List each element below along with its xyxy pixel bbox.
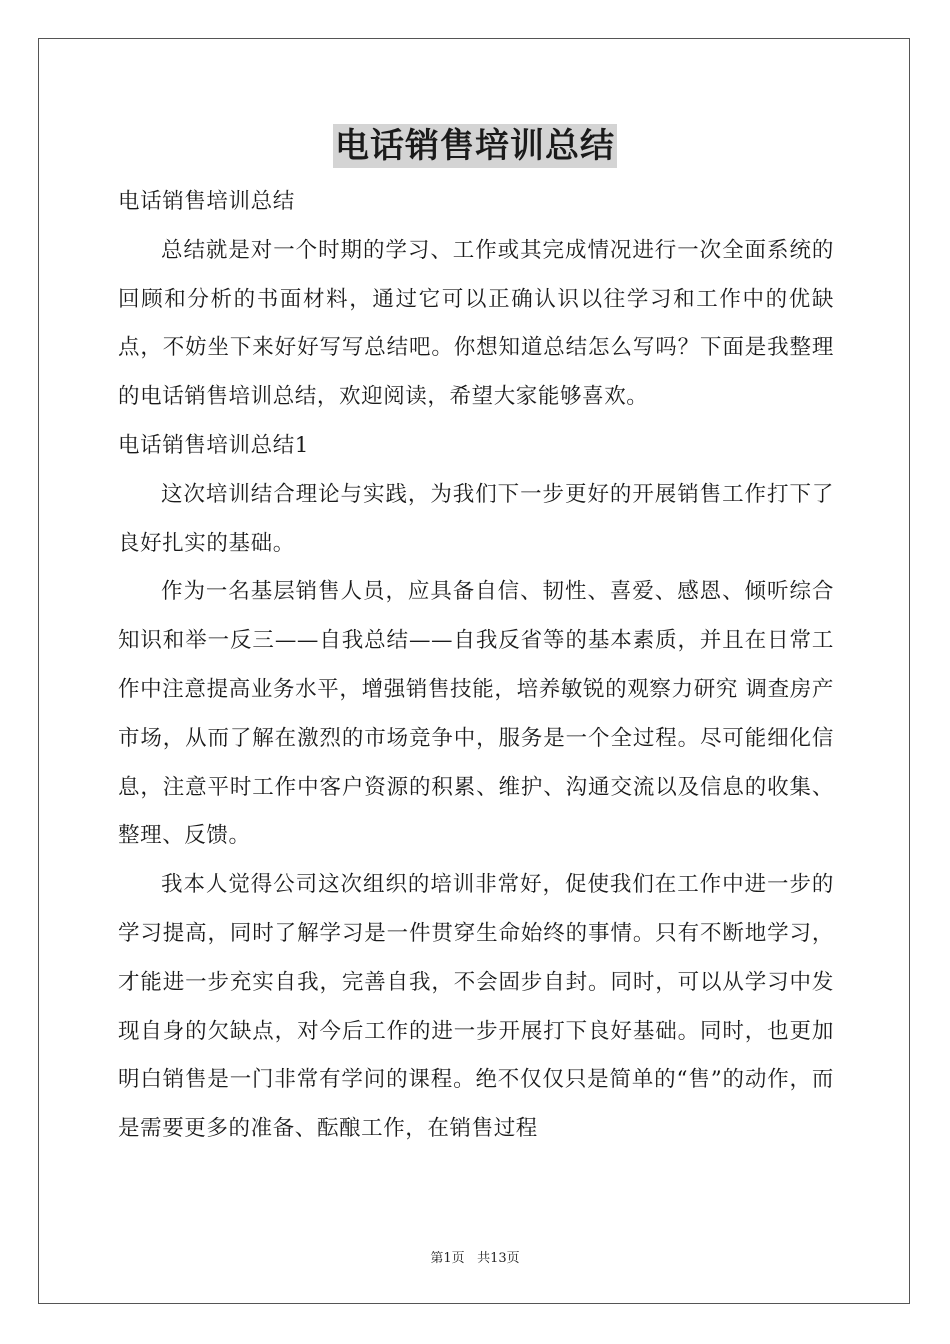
document-body	[118, 178, 834, 1154]
paragraph: 这次培训结合理论与实践，为我们下一步更好的开展销售工作打下了良好扎实的基础。	[118, 481, 834, 556]
paragraph: 电话销售培训总结1	[118, 432, 310, 458]
paragraph: 我本人觉得公司这次组织的培训非常好，促使我们在工作中进一步的学习提高，同时了解学习是一件贯穿生命始终的事情。只有不断地学习，才能进一步充实自我，完善自我，不会固步自封。同时，可以从学习中发现自身的欠缺点，对今后工作的进一步开展打下良好基础。同时，也更加明白销售是一门非常有学问的课程。绝不仅仅只是简单的“售”的动作，而是需要更多的准备、酝酿工作，在销售过程	[118, 872, 834, 1142]
paragraph: 总结就是对一个时期的学习、工作或其完成情况进行一次全面系统的回顾和分析的书面材料，通过它可以正确认识以往学习和工作中的优缺点，不妨坐下来好好写写总结吧。你想知道总结怎么写吗？下面是我整理的电话销售培训总结，欢迎阅读，希望大家能够喜欢。	[118, 237, 834, 410]
page-footer	[0, 1247, 950, 1266]
page-number: 第1页	[430, 1251, 465, 1266]
document-title: 电话销售培训总结	[335, 126, 615, 166]
title-container	[0, 124, 950, 168]
paragraph: 电话销售培训总结	[118, 189, 295, 214]
page-total: 共13页	[477, 1251, 520, 1266]
paragraph: 作为一名基层销售人员，应具备自信、韧性、喜爱、感恩、倾听综合知识和举一反三——自我总结——自我反省等的基本素质，并且在日常工作中注意提高业务水平，增强销售技能，培养敏锐的观察力研究 调查房产市场，从而了解在激烈的市场竞争中，服务是一个全过程。尽可能细化信息，注意平时工作中客户资源的积累、维护、沟通交流以及信息的收集、整理、反馈。	[118, 579, 834, 849]
